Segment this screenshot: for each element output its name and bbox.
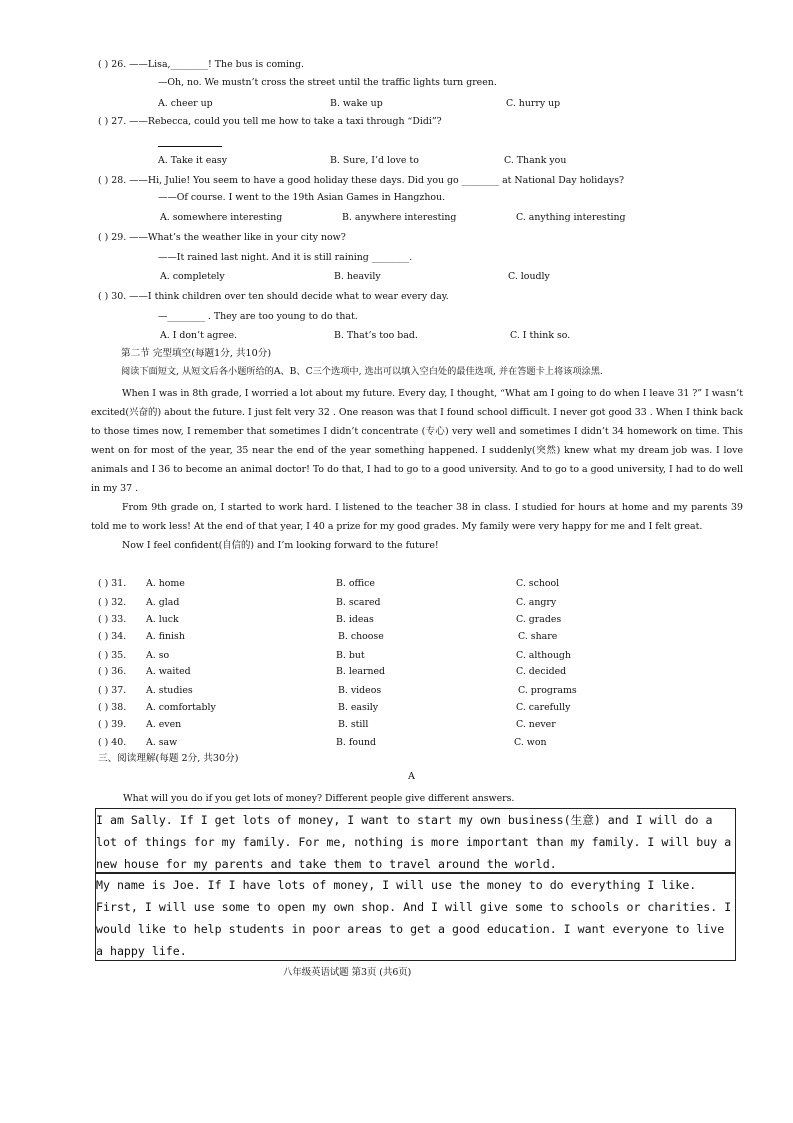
option-a: A. completely [160, 271, 225, 282]
cloze-option-row [98, 685, 738, 697]
sally-text: I am Sally. If I get lots of money, I want to start my own business(生意) and I will do a lot of things for my family. For me, nothing is more important than my family. I will buy a new house for my parents and take them to travel around the world. [96, 813, 732, 871]
option-a: A. waited [146, 666, 191, 677]
option-a: A. somewhere interesting [160, 212, 283, 223]
cloze-option-row [98, 702, 738, 714]
question-number: ( ) 33. [98, 614, 127, 625]
option-a: A. studies [146, 685, 193, 696]
cloze-option-row [98, 631, 738, 643]
option-a: A. finish [146, 631, 185, 642]
option-b: B. That’s too bad. [334, 330, 418, 341]
option-a: A. Take it easy [158, 155, 228, 166]
question-prompt: ——Lisa,________! The bus is coming. [129, 59, 305, 70]
cloze-option-row [98, 737, 738, 749]
cloze-option-row [98, 719, 738, 731]
option-b: B. anywhere interesting [342, 212, 457, 223]
question-30 [98, 291, 449, 303]
option-c: C. grades [516, 614, 562, 625]
option-c: C. angry [516, 597, 557, 608]
option-b: B. heavily [334, 271, 381, 282]
question-number: ( ) 27. [98, 116, 127, 127]
option-b: B. but [336, 650, 365, 661]
option-b: B. videos [338, 685, 382, 696]
option-b: B. wake up [330, 98, 383, 109]
option-c: C. Thank you [504, 155, 567, 166]
question-29-reply: ——It rained last night. And it is still raining ________. [158, 252, 413, 263]
question-number: ( ) 40. [98, 737, 127, 748]
question-number: ( ) 37. [98, 685, 127, 696]
question-prompt: ——Hi, Julie! You seem to have a good holiday these days. Did you go ________ at National Day holidays? [129, 175, 625, 186]
joe-text: My name is Joe. If I have lots of money, I will use the money to do everything I like. First, I will use some to open my own shop. And I will give some to schools or charities. I would like to help students in poor areas to get a good education. I want everyone to live a happy life. [96, 878, 732, 958]
section-title: 三、阅读理解(每题 2分, 共30分) [98, 753, 239, 764]
option-c: C. anything interesting [516, 212, 626, 223]
option-a: A. cheer up [158, 98, 213, 109]
option-b: B. choose [338, 631, 384, 642]
option-a: A. comfortably [146, 702, 216, 713]
page-footer: 八年级英语试题 第3页 (共6页) [283, 967, 412, 978]
question-number: ( ) 28. [98, 175, 127, 186]
passage-paragraph: When I was in 8th grade, I worried a lot about my future. Every day, I thought, “What am I going to do when I leave 31 ?” I wasn’t excited(兴奋的) about the future. I just felt very 32 . One reason was that I found school difficult. I never got good 33 . When I think back to those times now, I remember that sometimes I didn’t concentrate (专心) very well and sometimes I didn’t 34 homework on time. This went on for most of the year, 35 near the end of the year something happened. I suddenly(突然) knew what my dream job was. I love animals and I 36 to become an animal doctor! To do that, I had to go to a good university. And to go to a good university, I had to do well in my 37 . [91, 388, 743, 494]
question-26 [98, 59, 304, 71]
option-a: A. home [146, 578, 185, 589]
question-prompt: ——What’s the weather like in your city now? [129, 232, 346, 243]
question-number: ( ) 30. [98, 291, 127, 302]
option-c: C. won [514, 737, 547, 748]
cloze-option-row [98, 614, 738, 626]
question-prompt: ——Rebecca, could you tell me how to take a taxi through “Didi”? [129, 116, 442, 127]
option-b: B. ideas [336, 614, 374, 625]
question-number: ( ) 32. [98, 597, 127, 608]
question-number: ( ) 31. [98, 578, 127, 589]
question-30-reply: —________ . They are too young to do that. [158, 311, 358, 322]
section-title: 第二节 完型填空(每题1分, 共10分) [121, 348, 272, 359]
question-28 [98, 175, 624, 187]
option-c: C. never [516, 719, 556, 730]
question-26-reply: —Oh, no. We mustn’t cross the street until the traffic lights turn green. [158, 77, 497, 88]
option-a: A. luck [146, 614, 179, 625]
option-b: B. easily [338, 702, 379, 713]
question-number: ( ) 35. [98, 650, 127, 661]
option-c: C. school [516, 578, 560, 589]
question-27 [98, 116, 442, 128]
option-b: B. office [336, 578, 375, 589]
option-c: C. I think so. [510, 330, 571, 341]
option-a: A. saw [146, 737, 178, 748]
question-28-reply: ——Of course. I went to the 19th Asian Games in Hangzhou. [158, 192, 446, 203]
cloze-option-row [98, 578, 738, 590]
passage-paragraph: From 9th grade on, I started to work hard. I listened to the teacher 38 in class. I studied for hours at home and my parents 39 told me to work less! At the end of that year, I 40 a prize for my good grades. My family were very happy for me and I felt great. [91, 502, 743, 532]
passage-label: A [408, 771, 415, 782]
question-number: ( ) 38. [98, 702, 127, 713]
question-29 [98, 232, 346, 244]
option-b: B. learned [336, 666, 386, 677]
question-number: ( ) 39. [98, 719, 127, 730]
question-prompt: ——I think children over ten should decide what to wear every day. [129, 291, 449, 302]
option-b: B. scared [336, 597, 381, 608]
option-c: C. programs [518, 685, 577, 696]
question-number: ( ) 29. [98, 232, 127, 243]
option-c: C. although [516, 650, 571, 661]
option-b: B. Sure, I’d love to [330, 155, 419, 166]
cloze-option-row [98, 666, 738, 678]
question-number: ( ) 36. [98, 666, 127, 677]
option-a: A. so [146, 650, 170, 661]
option-a: A. I don’t agree. [160, 330, 237, 341]
option-a: A. glad [146, 597, 180, 608]
option-c: C. loudly [508, 271, 550, 282]
cloze-option-row [98, 597, 738, 609]
option-c: C. decided [516, 666, 567, 677]
cloze-option-row [98, 650, 738, 662]
passage-intro: What will you do if you get lots of money? Different people give different answers. [123, 793, 515, 804]
option-c: C. carefully [516, 702, 571, 713]
option-b: B. still [338, 719, 369, 730]
question-number: ( ) 34. [98, 631, 127, 642]
option-a: A. even [146, 719, 182, 730]
passage-paragraph: Now I feel confident(自信的) and I’m looking forward to the future! [122, 540, 439, 551]
option-c: C. hurry up [506, 98, 561, 109]
answer-blank-line [158, 146, 222, 147]
option-b: B. found [336, 737, 377, 748]
section-instructions: 阅读下面短文, 从短文后各小题所给的A、B、C三个选项中, 选出可以填入空白处的最佳选项, 并在答题卡上将该项涂黑. [121, 366, 603, 377]
option-c: C. share [518, 631, 558, 642]
cloze-passage [91, 384, 743, 555]
question-number: ( ) 26. [98, 59, 127, 70]
